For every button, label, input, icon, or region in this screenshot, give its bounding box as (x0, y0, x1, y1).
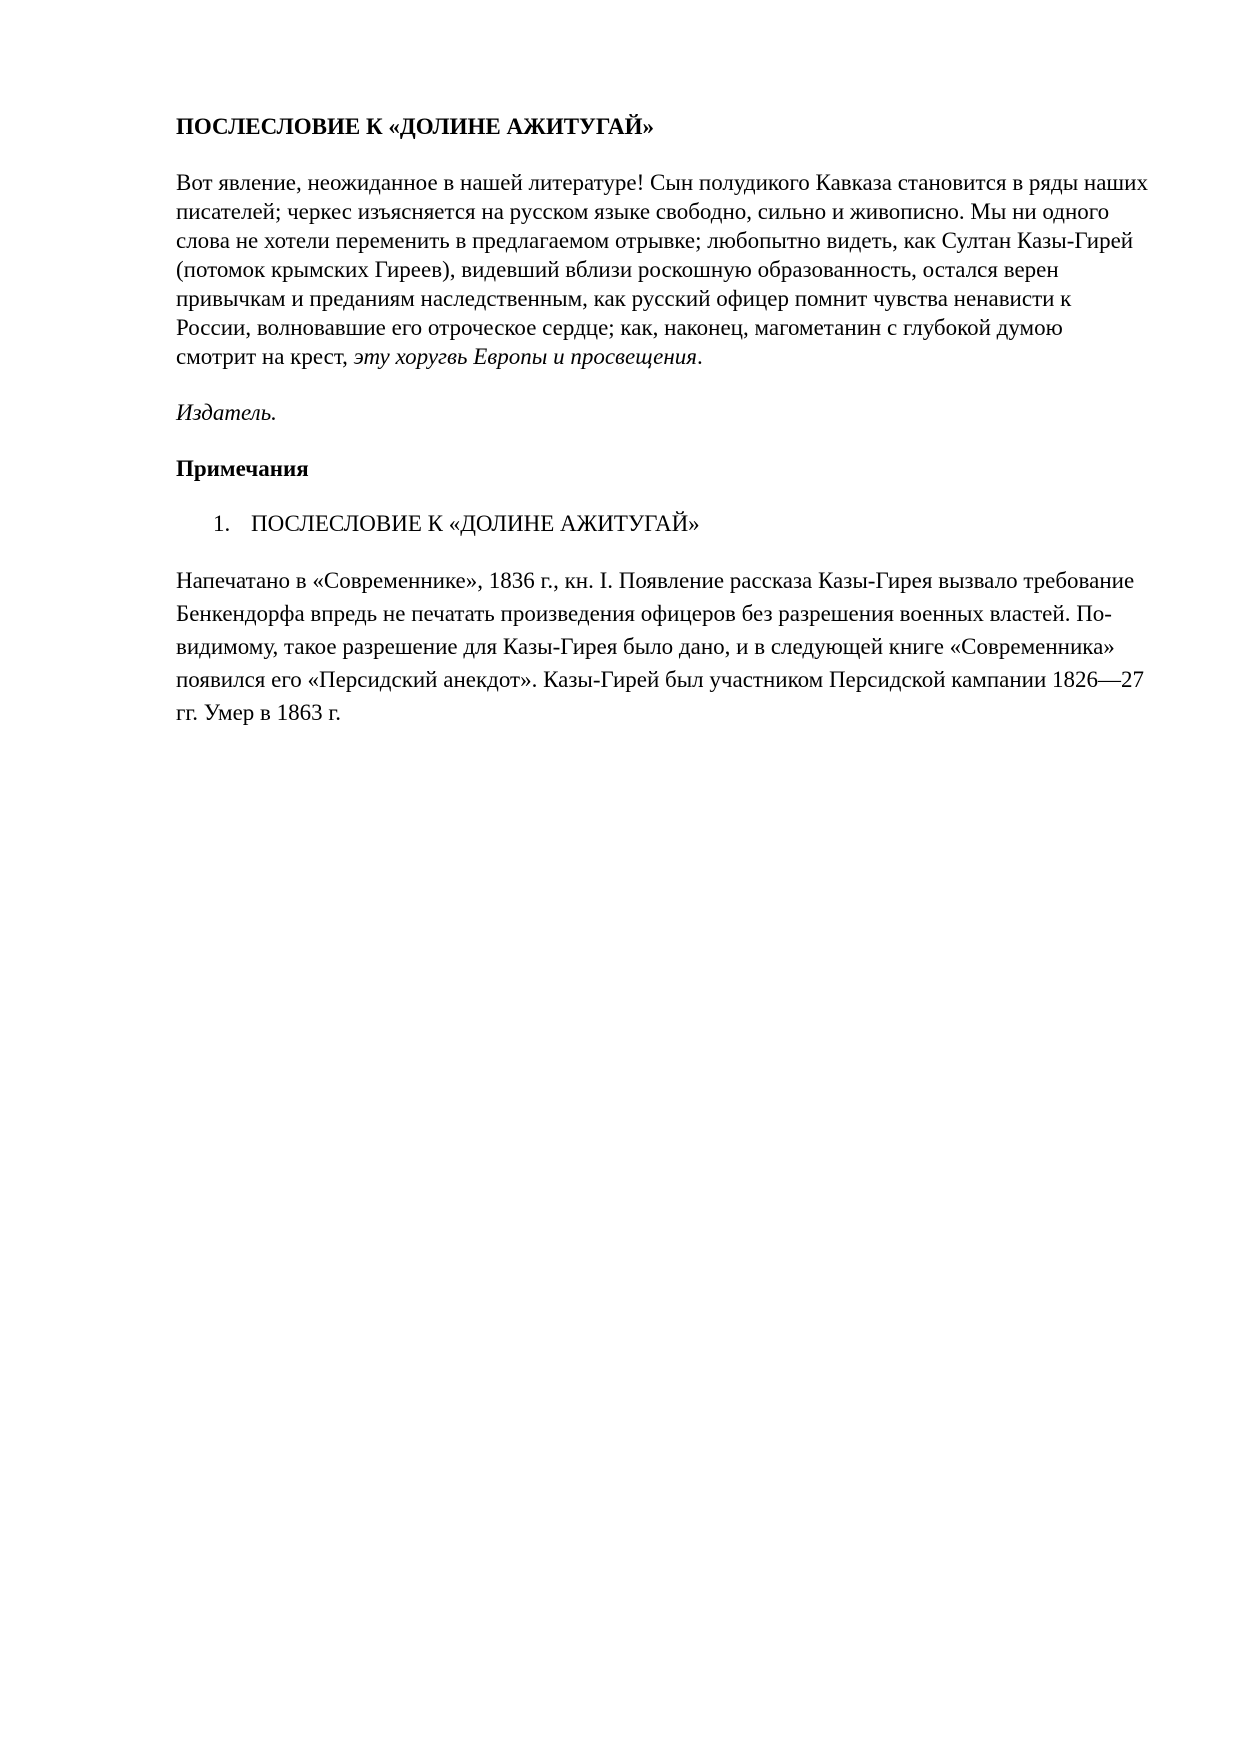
main-paragraph-end: . (696, 344, 703, 369)
note-item-text: ПОСЛЕСЛОВИЕ К «ДОЛИНЕ АЖИТУГАЙ» (251, 511, 700, 536)
notes-list (176, 509, 1148, 539)
publisher-signature: Издатель. (176, 400, 277, 425)
list-item (176, 509, 1148, 539)
document-page (176, 112, 1148, 729)
main-paragraph (176, 168, 1148, 371)
note-number: 1. (213, 511, 231, 536)
main-paragraph-text: Вот явление, неожиданное в нашей литературе! Сын полудикого Кавказа становится в ряды наших писателей; черкес изъясняется на русском языке свободно, сильно и живописно. Мы ни одного слова не хотели переменить в предлагаемом отрывке; любопытно видеть, как Султан Казы-Гирей (потомок крымских Гиреев), видевший вблизи роскошную образованность, остался верен привычкам и преданиям наследственным, как русский офицер помнит чувства ненависти к России, волновавшие его отроческое сердце; как, наконец, магометанин с глубокой думою смотрит на крест, (176, 170, 1148, 369)
note-body: Напечатано в «Современнике», 1836 г., кн. I. Появление рассказа Казы-Гирея вызвало требование Бенкендорфа впредь не печатать произведения офицеров без разрешения военных властей. По-видимому, такое разрешение для Казы-Гирея было дано, и в следующей книге «Современника» появился его «Персидский анекдот». Казы-Гирей был участником Персидской кампании 1826—27 гг. Умер в 1863 г. (176, 568, 1145, 725)
document-title: ПОСЛЕСЛОВИЕ К «ДОЛИНЕ АЖИТУГАЙ» (176, 114, 655, 139)
main-paragraph-italic: эту хоругвь Европы и просвещения (353, 344, 697, 369)
notes-heading: Примечания (176, 456, 309, 481)
